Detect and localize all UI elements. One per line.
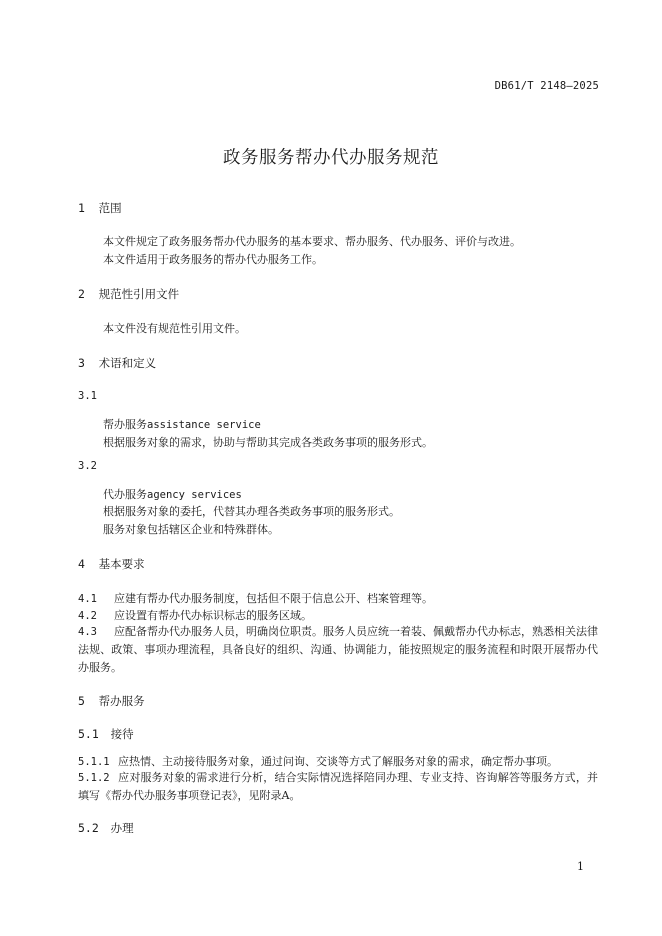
clause (78, 607, 312, 623)
term-definition: 根据服务对象的需求，协助与帮助其完成各类政务事项的服务形式。 (103, 436, 433, 449)
section-2-heading (78, 286, 179, 302)
section-title: 范围 (98, 201, 122, 215)
subsection-number: 5.2 (78, 821, 99, 835)
clause-text: 应配备帮办代办服务人员，明确岗位职责。服务人员应统一着装、佩戴帮办代办标志，熟悉相关法律法规、政策、事项办理流程，具备良好的组织、沟通、协调能力，能按照规定的服务流程和时限开展帮办代办服务。 (78, 625, 598, 674)
section-number: 3 (78, 356, 85, 370)
paragraph: 本文件没有规范性引用文件。 (103, 322, 246, 335)
document-title: 政务服务帮办代办服务规范 (223, 148, 439, 168)
term-note: 服务对象包括辖区企业和特殊群体。 (103, 523, 279, 536)
term-definition: 根据服务对象的委托，代替其办理各类政务事项的服务形式。 (103, 505, 400, 518)
section-number: 5 (78, 694, 85, 708)
clause-text: 应热情、主动接待服务对象，通过问询、交谈等方式了解服务对象的需求，确定帮办事项。 (118, 755, 558, 768)
subsection-title: 接待 (110, 727, 134, 741)
clause-number: 4.3 (78, 626, 97, 638)
section-title: 帮办服务 (98, 694, 145, 708)
clause-number: 4.2 (78, 610, 97, 622)
page-number: 1 (577, 860, 584, 873)
term-entry (103, 416, 261, 432)
section-title: 规范性引用文件 (98, 287, 180, 301)
clause-text: 应建有帮办代办服务制度，包括但不限于信息公开、档案管理等。 (114, 592, 433, 605)
section-title: 术语和定义 (98, 356, 157, 370)
section-4-heading (78, 556, 145, 572)
clause-number: 5.1.1 (78, 756, 110, 768)
term-number: 3.1 (78, 390, 97, 402)
term-cn: 帮办服务 (103, 418, 147, 431)
clause (78, 590, 433, 606)
subsection-heading (78, 820, 134, 836)
term-cn: 代办服务 (103, 488, 147, 501)
section-title: 基本要求 (98, 557, 145, 571)
subsection-number: 5.1 (78, 727, 99, 741)
clause-number: 5.1.2 (78, 772, 110, 784)
paragraph: 本文件规定了政务服务帮办代办服务的基本要求、帮办服务、代办服务、评价与改进。 (103, 235, 521, 248)
section-number: 1 (78, 201, 85, 215)
clause-text: 应设置有帮办代办标识标志的服务区域。 (114, 609, 312, 622)
term-en: assistance service (147, 419, 261, 431)
subsection-title: 办理 (110, 821, 134, 835)
section-number: 2 (78, 287, 85, 301)
clause-text: 应对服务对象的需求进行分析，结合实际情况选择陪同办理、专业支持、咨询解答等服务方式，并填写《帮办代办服务事项登记表》，见附录A。 (78, 771, 598, 802)
clause (78, 753, 558, 769)
standard-code: DB61/T 2148—2025 (494, 80, 599, 92)
term-number: 3.2 (78, 460, 97, 472)
clause (78, 623, 598, 677)
clause-number: 4.1 (78, 593, 97, 605)
term-entry (103, 486, 242, 502)
term-en: agency services (147, 489, 242, 501)
subsection-heading (78, 726, 134, 742)
paragraph: 本文件适用于政务服务的帮办代办服务工作。 (103, 253, 323, 266)
section-3-heading (78, 355, 156, 371)
section-number: 4 (78, 557, 85, 571)
section-1-heading (78, 200, 122, 216)
section-5-heading (78, 693, 145, 709)
clause (78, 769, 598, 805)
